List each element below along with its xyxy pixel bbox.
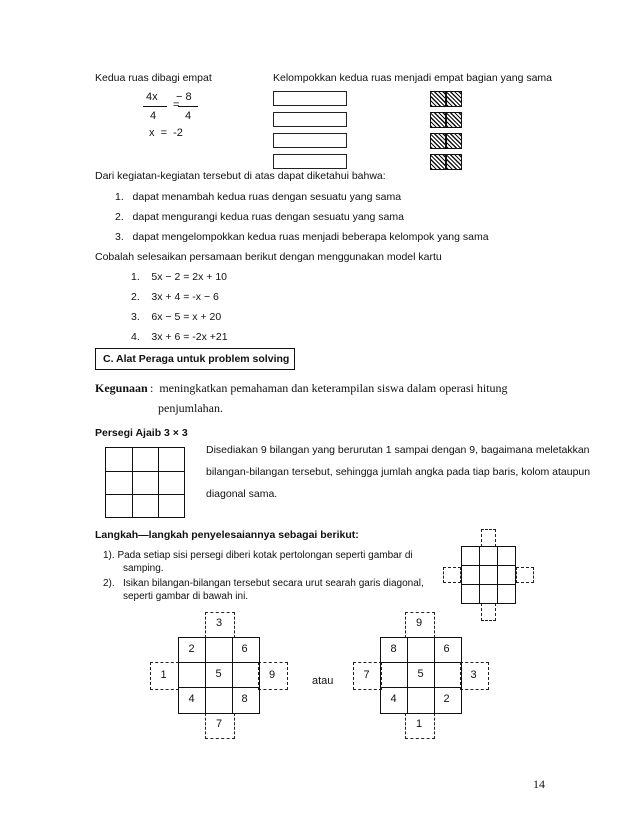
magic-heading: Persegi Ajaib 3 × 3 [95, 427, 188, 439]
diagram-number: 2 [443, 693, 450, 705]
hatched-square [430, 112, 446, 128]
diagram-number: 6 [443, 643, 450, 655]
diagram-number: 3 [470, 669, 477, 681]
card-rectangle-4 [273, 154, 347, 169]
result-x: x = -2 [149, 127, 183, 139]
magic-desc-line: Disediakan 9 bilangan yang berurutan 1 sampai dengan 9, bagaimana meletakkan [206, 444, 590, 456]
step-line: samping. [123, 563, 164, 574]
steps-heading: Langkah—langkah penyelesaiannya sebagai berikut: [95, 529, 359, 541]
exercise-intro: Cobalah selesaikan persamaan berikut dengan menggunakan model kartu [95, 251, 442, 263]
section-c-box [95, 348, 295, 370]
diagram-number: 4 [390, 693, 397, 705]
frac-equals: = [173, 99, 180, 111]
diagram-number: 3 [215, 617, 223, 629]
hatched-square [446, 133, 462, 149]
frac-right-num: − 8 [176, 91, 192, 103]
kegunaan-label: Kegunaan [95, 381, 148, 395]
hatched-square [446, 91, 462, 107]
exercise-item: 3. 6x − 5 = x + 20 [131, 311, 222, 323]
page-number: 14 [533, 777, 545, 791]
diagram-number: 1 [415, 718, 423, 730]
frac-left-den: 4 [150, 110, 157, 122]
hatched-square [430, 91, 446, 107]
diagram-number: 1 [160, 669, 167, 681]
kegunaan-text: : meningkatkan pemahaman dan keterampilan siswa dalam operasi hitung [150, 381, 508, 395]
conclusion-item: 3. dapat mengelompokkan kedua ruas menjadi beberapa kelompok yang sama [115, 231, 489, 243]
diagram-number: 7 [363, 669, 370, 681]
exercise-item: 1. 5x − 2 = 2x + 10 [131, 271, 228, 283]
kegunaan-text-2: penjumlahan. [158, 401, 223, 415]
hatched-square [446, 112, 462, 128]
diagram-number: 4 [188, 693, 195, 705]
step-line: 1). Pada setiap sisi persegi diberi kotak pertolongan seperti gambar di [103, 550, 413, 561]
diagram-number: 9 [268, 669, 276, 681]
card-rectangle-3 [273, 133, 347, 148]
card-rectangle-2 [273, 112, 347, 127]
magic-grid-3x3 [105, 447, 185, 518]
frac-left-line [143, 106, 167, 107]
diagram-number: 6 [241, 643, 248, 655]
hatched-square [446, 154, 462, 170]
conclusion-item: 1. dapat menambah kedua ruas dengan sesuatu yang sama [115, 191, 402, 203]
frac-right-line [178, 106, 198, 107]
diagram-number: 2 [188, 643, 195, 655]
diagram-number: 8 [241, 693, 248, 705]
diagram-number: 5 [215, 668, 222, 680]
exercise-item: 2. 3x + 4 = -x − 6 [131, 291, 219, 303]
magic-desc-line: bilangan-bilangan tersebut, sehingga jumlah angka pada tiap baris, kolom ataupun [206, 466, 591, 478]
step-line: 2). Isikan bilangan-bilangan tersebut secara urut searah garis diagonal, [103, 578, 424, 589]
atau-label: atau [312, 675, 334, 687]
left-heading: Kedua ruas dibagi empat [95, 72, 212, 84]
step-line: seperti gambar di bawah ini. [123, 591, 249, 602]
hatched-square [430, 154, 446, 170]
frac-right-den: 4 [185, 110, 192, 122]
diagram-number: 9 [415, 617, 423, 629]
diagram-number: 8 [390, 643, 397, 655]
diagram-number: 5 [417, 668, 424, 680]
right-heading: Kelompokkan kedua ruas menjadi empat bagian yang sama [273, 72, 553, 84]
conclusion-item: 2. dapat mengurangi kedua ruas dengan sesuatu yang sama [115, 211, 404, 223]
hatched-square [430, 133, 446, 149]
conclusion-intro: Dari kegiatan-kegiatan tersebut di atas dapat diketahui bahwa: [95, 170, 386, 182]
card-rectangle-1 [273, 91, 347, 106]
exercise-item: 4. 3x + 6 = -2x +21 [131, 331, 228, 343]
section-c-title: C. Alat Peraga untuk problem solving [103, 353, 290, 365]
diagram-number: 7 [215, 718, 223, 730]
frac-left-num: 4x [146, 91, 158, 103]
magic-desc-line: diagonal sama. [206, 488, 278, 500]
